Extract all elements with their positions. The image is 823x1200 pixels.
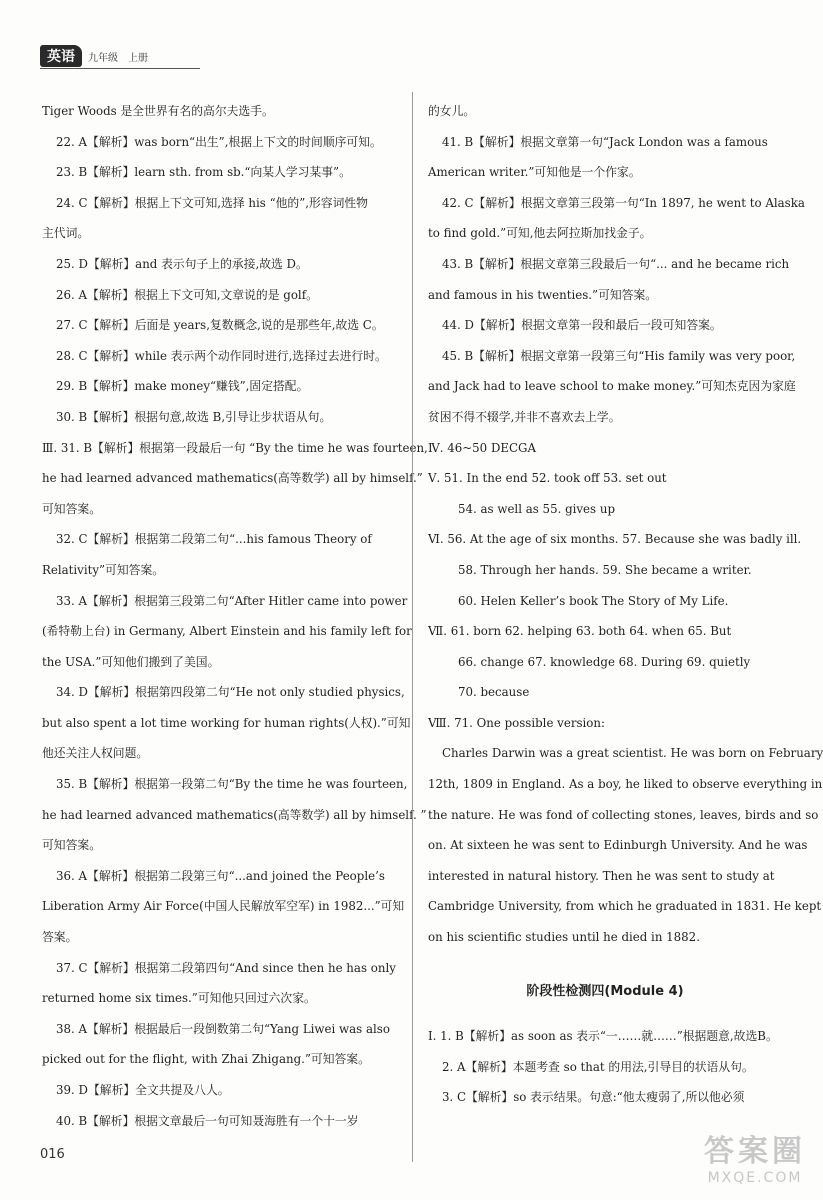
answer-line: Ⅲ. 31. B【解析】根据第一段最后一句 “By the time he was fourteen, xyxy=(42,440,428,455)
answer-line: but also spent a lot time working for human rights(人权).”可知 xyxy=(42,715,411,730)
left-column xyxy=(42,96,428,1136)
answer-line: and Jack had to leave school to make money.”可知杰克因为家庭 xyxy=(428,379,796,394)
volume-label: 上册 xyxy=(128,52,148,64)
answer-line: 可知答案。 xyxy=(42,501,101,516)
right-column xyxy=(428,96,823,1113)
answer-line: 58. Through her hands. 59. She became a writer. xyxy=(458,562,752,577)
answer-line: American writer.”可知他是一个作家。 xyxy=(428,165,641,180)
answer-line: 36. A【解析】根据第二段第三句“...and joined the People’s xyxy=(56,868,385,883)
answer-line: 34. D【解析】根据第四段第二句“He not only studied physics, xyxy=(56,685,405,700)
answer-line: (希特勒上台) in Germany, Albert Einstein and his family left for xyxy=(42,624,412,639)
answer-line: 41. B【解析】根据文章第一句“Jack London was a famous xyxy=(442,134,768,149)
answer-line: Liberation Army Air Force(中国人民解放军空军) in 1982...”可知 xyxy=(42,899,405,914)
answer-line: Ⅷ. 71. One possible version: xyxy=(428,715,605,730)
answer-line: 贫困不得不辍学,并非不喜欢去上学。 xyxy=(428,409,621,424)
answer-line: 29. B【解析】make money“赚钱”,固定搭配。 xyxy=(56,379,309,394)
answer-line: Ⅳ. 46~50 DECGA xyxy=(428,440,536,455)
column-divider xyxy=(412,92,413,1162)
answer-line: Relativity”可知答案。 xyxy=(42,562,165,577)
answer-line: Ⅶ. 61. born 62. helping 63. both 64. when 65. But xyxy=(428,624,732,639)
answer-line: 32. C【解析】根据第二段第二句“...his famous Theory of xyxy=(56,532,372,547)
answer-line: 答案。 xyxy=(42,930,78,945)
answer-line: 39. D【解析】全文共提及八人。 xyxy=(56,1083,230,1097)
answer-line: Ⅵ. 56. At the age of six months. 57. Because she was badly ill. xyxy=(428,532,802,547)
answer-line: Tiger Woods 是全世界有名的高尔夫选手。 xyxy=(42,104,274,118)
page-header xyxy=(40,46,148,66)
answer-line: 27. C【解析】后面是 years,复数概念,说的是那些年,故选 C。 xyxy=(56,318,384,333)
answer-line: 28. C【解析】while 表示两个动作同时进行,选择过去进行时。 xyxy=(56,348,387,363)
answer-line: 54. as well as 55. gives up xyxy=(458,501,615,516)
answer-line: 26. A【解析】根据上下文可知,文章说的是 golf。 xyxy=(56,287,318,302)
answer-line: 的女儿。 xyxy=(428,104,476,118)
watermark xyxy=(704,1126,806,1186)
watermark-logo: 答案圈 xyxy=(704,1134,806,1169)
watermark-url: MXQE.COM xyxy=(707,1170,803,1186)
answer-line: he had learned advanced mathematics(高等数学) all by himself.” xyxy=(42,471,423,486)
answer-line: the USA.”可知他们搬到了美国。 xyxy=(42,654,220,669)
answer-line: 2. A【解析】本题考查 so that 的用法,引导目的状语从句。 xyxy=(442,1059,754,1074)
answer-line: Ⅰ. 1. B【解析】as soon as 表示“一……就……”根据题意,故选B。 xyxy=(428,1029,778,1044)
essay-line: on. At sixteen he was sent to Edinburgh University. And he was xyxy=(428,838,808,853)
answer-line: 22. A【解析】was born“出生”,根据上下文的时间顺序可知。 xyxy=(56,134,382,149)
section-title: 阶段性检测四(Module 4) xyxy=(526,983,684,999)
answer-line: 43. B【解析】根据文章第三段最后一句“... and he became rich xyxy=(442,256,790,271)
spacer xyxy=(428,953,782,969)
answer-line: 35. B【解析】根据第一段第二句“By the time he was fourteen, xyxy=(56,777,408,792)
answer-line: 3. C【解析】so 表示结果。句意:“他太瘦弱了,所以他必须 xyxy=(442,1090,745,1105)
answer-line: 38. A【解析】根据最后一段倒数第二句“Yang Liwei was also xyxy=(56,1021,390,1036)
page-number: 016 xyxy=(40,1147,65,1162)
essay-line: the nature. He was fond of collecting stones, leaves, birds and so xyxy=(428,807,819,822)
answer-line: returned home six times.”可知他只回过六次家。 xyxy=(42,991,316,1006)
essay-line: Charles Darwin was a great scientist. He was born on February xyxy=(442,746,823,761)
answer-line: 他还关注人权问题。 xyxy=(42,746,149,761)
essay-line: 12th, 1809 in England. As a boy, he liked to observe everything in xyxy=(428,777,823,792)
grade-label: 九年级 xyxy=(88,52,118,64)
answer-line: 24. C【解析】根据上下文可知,选择 his “他的”,形容词性物 xyxy=(56,195,368,210)
essay-line: Cambridge University, from which he graduated in 1831. He kept xyxy=(428,899,822,914)
answer-line: he had learned advanced mathematics(高等数学) all by himself. ” xyxy=(42,807,427,822)
header-rule xyxy=(40,68,200,69)
answer-line: 37. C【解析】根据第二段第四句“And since then he has only xyxy=(56,960,396,975)
answer-line: 60. Helen Keller’s book The Story of My Life. xyxy=(458,593,729,608)
answer-line: 33. A【解析】根据第三段第二句“After Hitler came into power xyxy=(56,593,408,608)
answer-line: to find gold.”可知,他去阿拉斯加找金子。 xyxy=(428,226,652,241)
answer-line: picked out for the flight, with Zhai Zhigang.”可知答案。 xyxy=(42,1052,370,1067)
answer-line: 45. B【解析】根据文章第一段第三句“His family was very poor, xyxy=(442,348,796,363)
answer-line: Ⅴ. 51. In the end 52. took off 53. set out xyxy=(428,471,667,486)
answer-line: 70. because xyxy=(458,685,530,700)
answer-line: 44. D【解析】根据文章第一段和最后一段可知答案。 xyxy=(442,318,722,333)
answer-line: 23. B【解析】learn sth. from sb.“向某人学习某事”。 xyxy=(56,165,351,180)
answer-line: 42. C【解析】根据文章第三段第一句“In 1897, he went to Alaska xyxy=(442,195,805,210)
answer-line: 主代词。 xyxy=(42,226,90,241)
answer-line: 30. B【解析】根据句意,故选 B,引导让步状语从句。 xyxy=(56,409,332,424)
essay-line: on his scientific studies until he died in 1882. xyxy=(428,930,700,945)
answer-line: 可知答案。 xyxy=(42,838,101,853)
answer-line: 66. change 67. knowledge 68. During 69. quietly xyxy=(458,654,751,669)
answer-line: 25. D【解析】and 表示句子上的承接,故选 D。 xyxy=(56,256,308,271)
essay-line: interested in natural history. Then he was sent to study at xyxy=(428,868,775,883)
subject-logo: 英语 xyxy=(40,45,82,67)
answer-line: 40. B【解析】根据文章最后一句可知聂海胜有一个十一岁 xyxy=(56,1113,359,1128)
answer-line: and famous in his twenties.”可知答案。 xyxy=(428,287,658,302)
